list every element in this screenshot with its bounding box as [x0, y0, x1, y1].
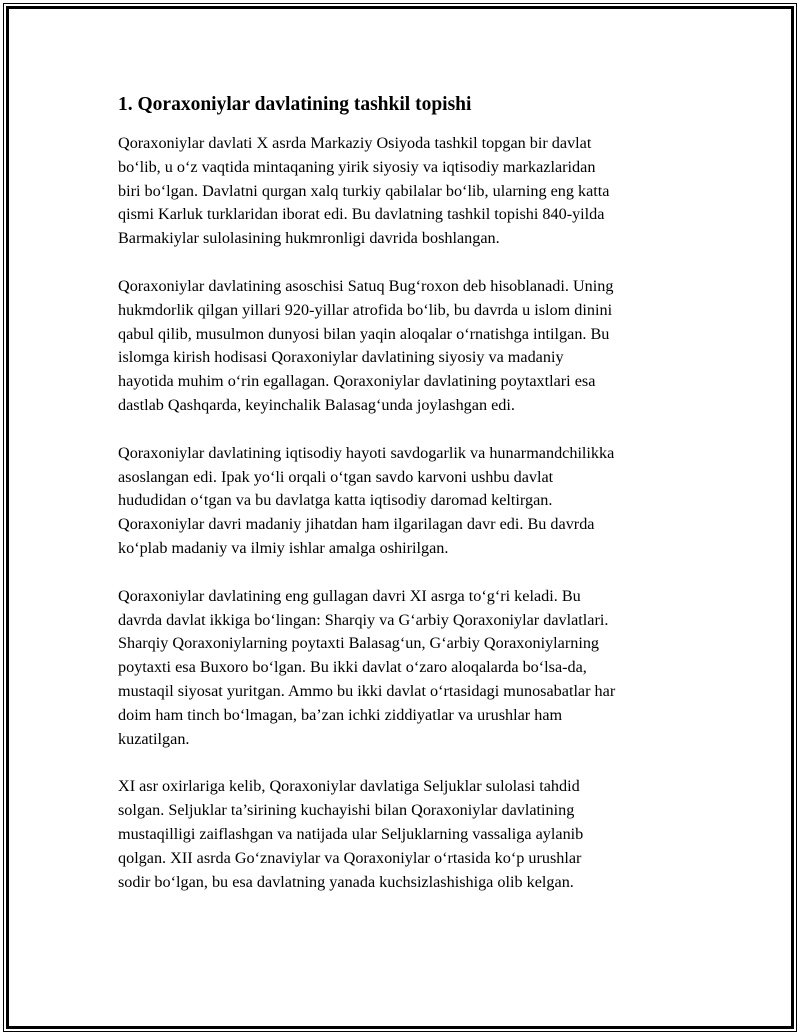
text-line: islomga kirish hodisasi Qoraxoniylar davlatining siyosiy va madaniy [118, 348, 564, 367]
text-line: qolgan. XII asrda Go‘znaviylar va Qoraxoniylar o‘rtasida ko‘p urushlar [118, 848, 582, 867]
section-heading: 1. Qoraxoniylar davlatining tashkil topishi [118, 94, 472, 115]
text-line: ko‘plab madaniy va ilmiy ishlar amalga oshirilgan. [118, 538, 449, 557]
text-line: hukmdorlik qilgan yillari 920-yillar atrofida bo‘lib, bu davrda u islom dinini [118, 300, 613, 319]
text-line: dastlab Qashqarda, keyinchalik Balasag‘unda joylashgan edi. [118, 395, 515, 414]
text-line: asoslangan edi. Ipak yo‘li orqali o‘tgan savdo karvoni ushbu davlat [118, 467, 554, 486]
text-line: mustaqilligi zaiflashgan va natijada ular Seljuklarning vassaliga aylanib [118, 824, 584, 843]
text-line: Qoraxoniylar davlatining iqtisodiy hayoti savdogarlik va hunarmandchilikka [118, 443, 615, 462]
text-line: biri bo‘lgan. Davlatni qurgan xalq turkiy qabilalar bo‘lib, ularning eng katta [118, 181, 610, 200]
text-line: Barmakiylar sulolasining hukmronligi davrida boshlangan. [118, 229, 500, 248]
text-line: doim ham tinch bo‘lmagan, ba’zan ichki ziddiyatlar va urushlar ham [118, 705, 563, 724]
text-line: poytaxti esa Buxoro bo‘lgan. Bu ikki davlat o‘zaro aloqalarda bo‘lsa-da, [118, 658, 587, 677]
text-line: hayotida muhim o‘rin egallagan. Qoraxoniylar davlatining poytaxtlari esa [118, 372, 596, 391]
paragraph-2 [118, 275, 692, 418]
paragraph-1 [118, 132, 692, 251]
text-line: bo‘lib, u o‘z vaqtida mintaqaning yirik siyosiy va iqtisodiy markazlaridan [118, 157, 596, 176]
document-body [112, 92, 692, 918]
text-line: Qoraxoniylar davlati X asrda Markaziy Osiyoda tashkil topgan bir davlat [118, 134, 592, 152]
text-line: qabul qilib, musulmon dunyosi bilan yaqin aloqalar o‘rnatishga intilgan. Bu [118, 324, 610, 343]
text-line: Sharqiy Qoraxoniylarning poytaxti Balasag‘un, G‘arbiy Qoraxoniylarning [118, 634, 600, 653]
text-line: hududidan o‘tgan va bu davlatga katta iqtisodiy daromad keltirgan. [118, 491, 553, 510]
text-line: davrda davlat ikkiga bo‘lingan: Sharqiy va G‘arbiy Qoraxoniylar davlatlari. [118, 610, 609, 629]
text-line: mustaqil siyosat yuritgan. Ammo bu ikki davlat o‘rtasidagi munosabatlar har [118, 681, 616, 700]
paragraph-5 [118, 775, 692, 894]
text-line: qismi Karluk turklaridan iborat edi. Bu davlatning tashkil topishi 840-yilda [118, 205, 605, 224]
text-line: solgan. Seljuklar ta’sirining kuchayishi bilan Qoraxoniylar davlatining [118, 801, 575, 820]
text-line: sodir bo‘lgan, bu esa davlatning yanada kuchsizlashishiga olib kelgan. [118, 872, 574, 891]
paragraph-3 [118, 442, 692, 561]
text-line: Qoraxoniylar davlatining eng gullagan davri XI asrga to‘g‘ri keladi. Bu [118, 586, 581, 605]
text-line: kuzatilgan. [118, 729, 190, 748]
text-line: Qoraxoniylar davri madaniy jihatdan ham ilgarilagan davr edi. Bu davrda [118, 515, 595, 534]
paragraph-4 [118, 585, 692, 752]
text-line: XI asr oxirlariga kelib, Qoraxoniylar davlatiga Seljuklar sulolasi tahdid [118, 777, 580, 796]
text-line: Qoraxoniylar davlatining asoschisi Satuq Bug‘roxon deb hisoblanadi. Uning [118, 276, 614, 295]
